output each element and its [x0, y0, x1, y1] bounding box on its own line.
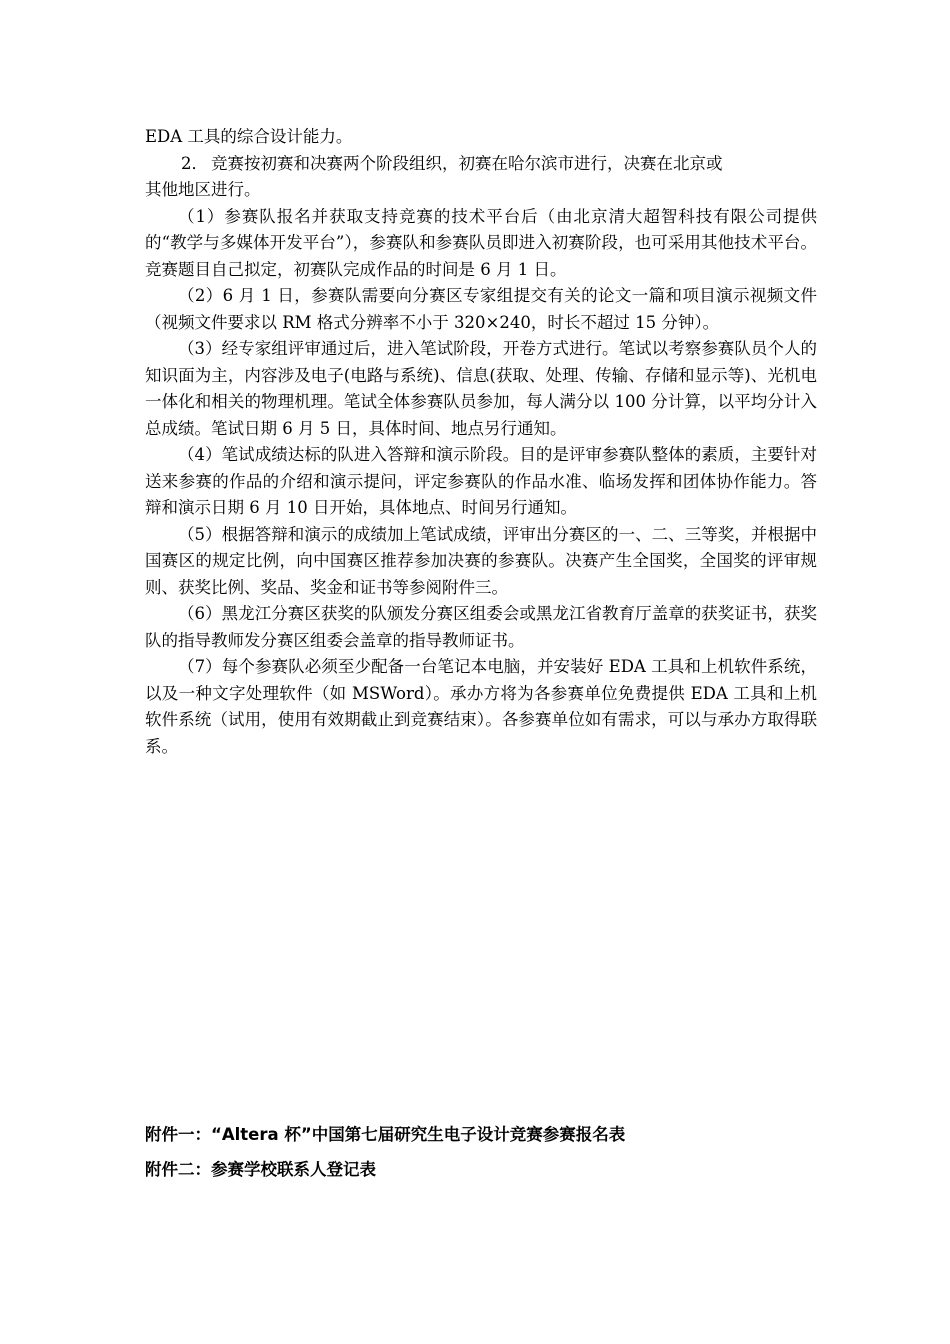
paragraph-7: （7）每个参赛队必须至少配备一台笔记本电脑，并安装好 EDA 工具和上机软件系统，以及一种文字处理软件（如 MSWord）。承办方将为各参赛单位免费提供 EDA 工具和上机软件系统（试用，使用有效期截止到竞赛结束）。各参赛单位如有需求，可以与承办方取得联系。 [145, 657, 817, 756]
paragraph-3: （3）经专家组评审通过后，进入笔试阶段，开卷方式进行。笔试以考察参赛队员个人的知识面为主，内容涉及电子(电路与系统)、信息(获取、处理、传输、存储和显示等)、光机电一体化和相关的物理机理。笔试全体参赛队员参加，每人满分以 100 分计算，以平均分计入总成绩。笔试日期 6 月 5 日，具体时间、地点另行通知。 [145, 339, 817, 438]
item-2-continuation: 其他地区进行。 [145, 180, 261, 199]
paragraph-5: （5）根据答辩和演示的成绩加上笔试成绩，评审出分赛区的一、二、三等奖，并根据中国赛区的规定比例，向中国赛区推荐参加决赛的参赛队。决赛产生全国奖，全国奖的评审规则、获奖比例、奖品、奖金和证书等参阅附件三。 [145, 524, 817, 597]
numbered-item-2 [145, 151, 817, 178]
paragraph-6: （6）黑龙江分赛区获奖的队颁发分赛区组委会或黑龙江省教育厅盖章的获奖证书，获奖队的指导教师发分赛区组委会盖章的指导教师证书。 [145, 604, 817, 650]
intro-line: EDA 工具的综合设计能力。 [145, 127, 353, 146]
item-2-number: 2． [181, 153, 208, 173]
document-body [145, 124, 817, 760]
item-2-text: 竞赛按初赛和决赛两个阶段组织，初赛在哈尔滨市进行，决赛在北京或 [211, 153, 723, 173]
attachment-1: 附件一：“Altera 杯”中国第七届研究生电子设计竞赛参赛报名表 [145, 1125, 626, 1144]
paragraph-2: （2）6 月 1 日，参赛队需要向分赛区专家组提交有关的论文一篇和项目演示视频文件（视频文件要求以 RM 格式分辨率不小于 320×240，时长不超过 15 分钟）。 [145, 286, 817, 332]
attachment-2: 附件二：参赛学校联系人登记表 [145, 1160, 376, 1179]
paragraph-4: （4）笔试成绩达标的队进入答辩和演示阶段。目的是评审参赛队整体的素质，主要针对送来参赛的作品的介绍和演示提问，评定参赛队的作品水准、临场发挥和团体协作能力。答辩和演示日期 6 月 10 日开始，具体地点、时间另行通知。 [145, 445, 817, 517]
attachments-list [145, 1124, 845, 1194]
paragraph-1: （1）参赛队报名并获取支持竞赛的技术平台后（由北京清大超智科技有限公司提供的“教学与多媒体开发平台”），参赛队和参赛队员即进入初赛阶段，也可采用其他技术平台。竞赛题目自己拟定，初赛队完成作品的时间是 6 月 1 日。 [145, 206, 817, 279]
